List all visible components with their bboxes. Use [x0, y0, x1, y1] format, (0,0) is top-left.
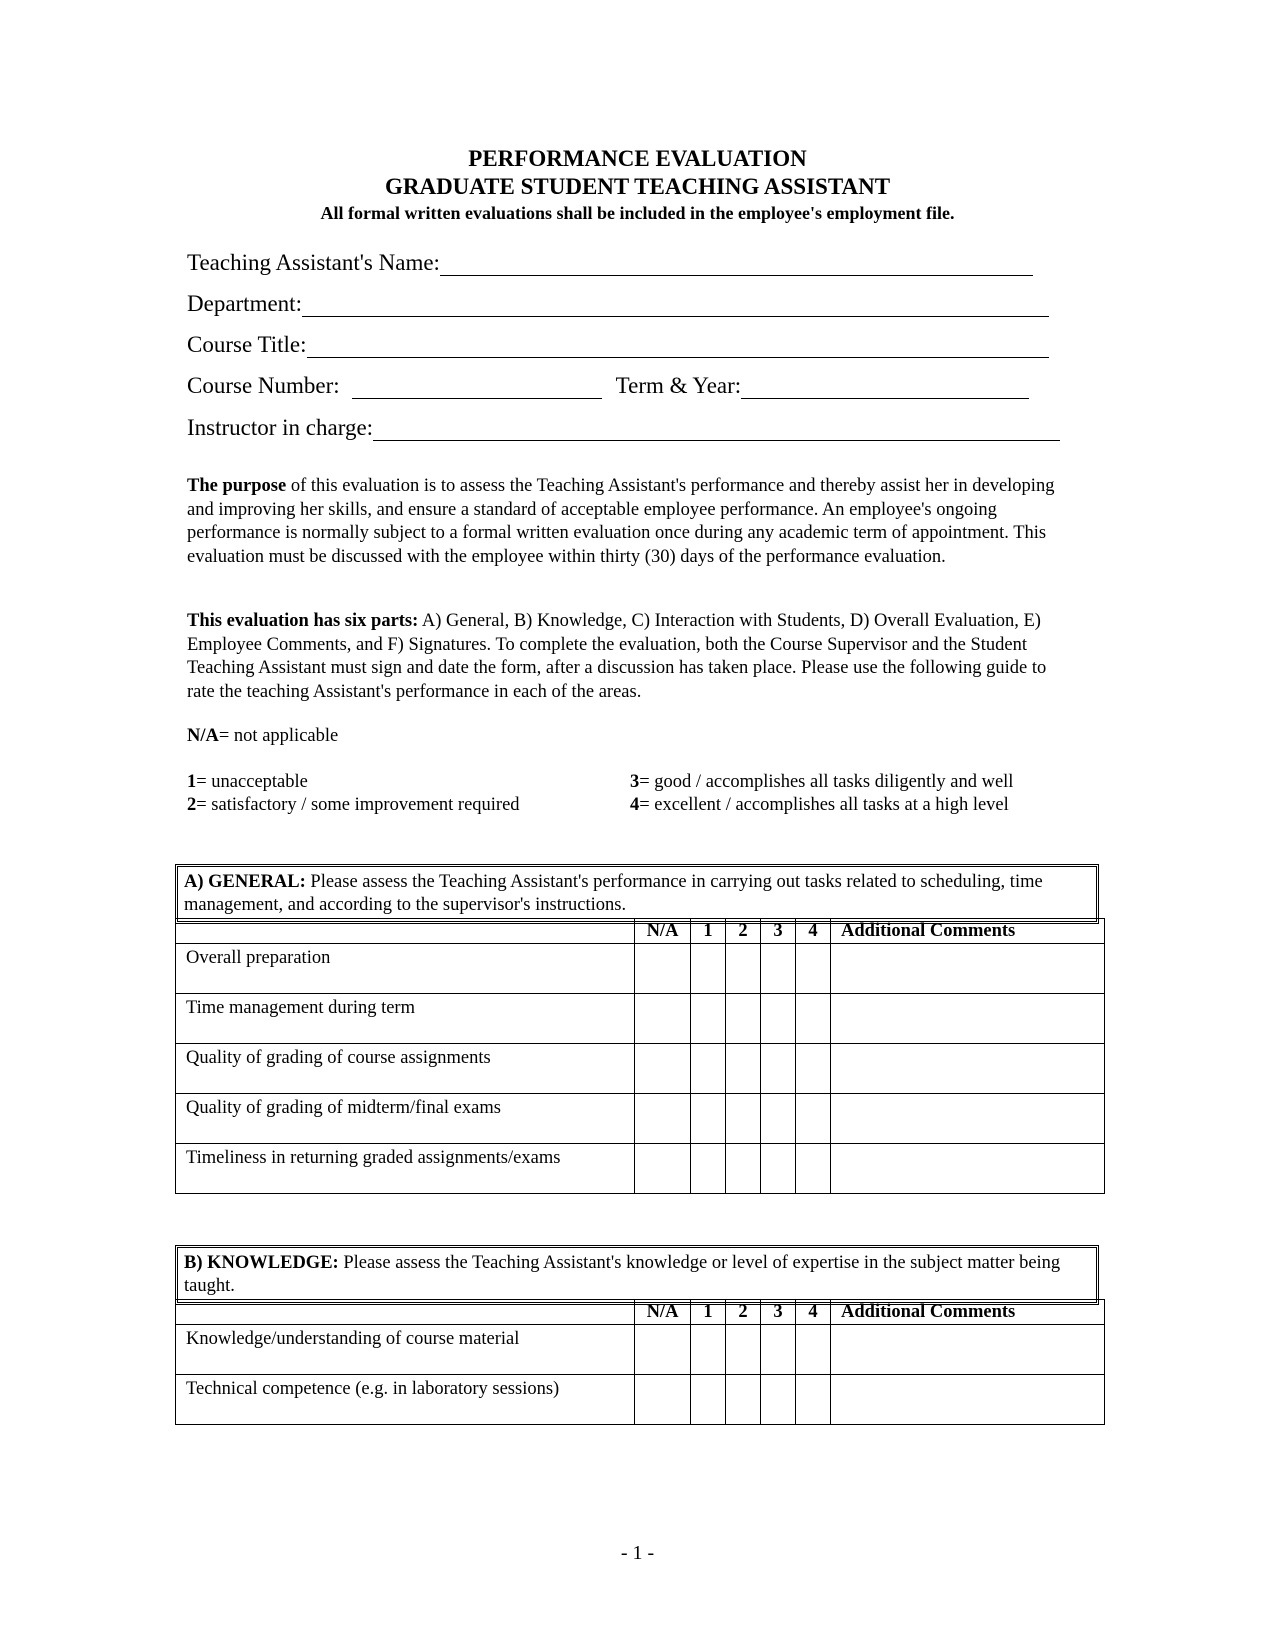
rating-cell-1[interactable] — [691, 994, 726, 1044]
ta-name-label: Teaching Assistant's Name: — [187, 250, 440, 275]
rating-cell-na[interactable] — [635, 1094, 691, 1144]
rating-cell-3[interactable] — [761, 944, 796, 994]
rating-cell-1[interactable] — [691, 1044, 726, 1094]
section-b-table — [175, 1299, 1105, 1425]
department-field[interactable] — [187, 291, 1049, 317]
rating-cell-comments[interactable] — [831, 1094, 1105, 1144]
section-a-table — [175, 918, 1105, 1194]
instructor-field[interactable] — [187, 415, 1060, 441]
rating-cell-comments[interactable] — [831, 994, 1105, 1044]
rating-cell-1[interactable] — [691, 1094, 726, 1144]
rating-cell-na[interactable] — [635, 994, 691, 1044]
table-row — [176, 1375, 1105, 1425]
rating-cell-na[interactable] — [635, 1325, 691, 1375]
rating-cell-3[interactable] — [761, 994, 796, 1044]
rating-cell-1[interactable] — [691, 1144, 726, 1194]
rating-cell-1[interactable] — [691, 944, 726, 994]
scale-4: 4= excellent / accomplishes all tasks at a high level — [630, 795, 1009, 815]
col-2: 2 — [726, 1300, 761, 1325]
rating-cell-3[interactable] — [761, 1325, 796, 1375]
ta-name-field[interactable] — [187, 250, 1033, 276]
rating-cell-3[interactable] — [761, 1144, 796, 1194]
table-row — [176, 1325, 1105, 1375]
rating-cell-3[interactable] — [761, 1375, 796, 1425]
rating-cell-na[interactable] — [635, 1375, 691, 1425]
rating-cell-2[interactable] — [726, 944, 761, 994]
rating-cell-3[interactable] — [761, 1094, 796, 1144]
row-label: Knowledge/understanding of course material — [176, 1325, 635, 1375]
rating-cell-4[interactable] — [796, 1094, 831, 1144]
rating-cell-comments[interactable] — [831, 1044, 1105, 1094]
title-note: All formal written evaluations shall be included in the employee's employment file. — [320, 203, 955, 223]
rating-cell-4[interactable] — [796, 944, 831, 994]
rating-cell-1[interactable] — [691, 1375, 726, 1425]
rating-cell-3[interactable] — [761, 1044, 796, 1094]
rating-cell-4[interactable] — [796, 1325, 831, 1375]
rating-cell-comments[interactable] — [831, 944, 1105, 994]
col-4: 4 — [796, 919, 831, 944]
purpose-paragraph: The purpose of this evaluation is to assess the Teaching Assistant's performance and thereby assist her in developing and improving her skills, and ensure a standard of acceptable employee performance. An employee's ongoing performance is normally subject to a formal written evaluation once during any academic term of appointment. This evaluation must be discussed with the employee within thirty (30) days of the performance evaluation. — [187, 476, 1055, 567]
table-row — [176, 944, 1105, 994]
rating-cell-comments[interactable] — [831, 1325, 1105, 1375]
title-line1: PERFORMANCE EVALUATION — [468, 146, 807, 171]
col-1: 1 — [691, 919, 726, 944]
department-label: Department: — [187, 291, 302, 316]
col-2: 2 — [726, 919, 761, 944]
rating-cell-2[interactable] — [726, 994, 761, 1044]
rating-cell-4[interactable] — [796, 1044, 831, 1094]
rating-cell-2[interactable] — [726, 1094, 761, 1144]
row-label: Timeliness in returning graded assignments/exams — [176, 1144, 635, 1194]
rating-cell-2[interactable] — [726, 1325, 761, 1375]
table-row — [176, 1044, 1105, 1094]
rating-cell-2[interactable] — [726, 1044, 761, 1094]
course-title-field[interactable] — [187, 332, 1049, 358]
row-label: Quality of grading of course assignments — [176, 1044, 635, 1094]
title-line2: GRADUATE STUDENT TEACHING ASSISTANT — [384, 174, 891, 199]
col-na: N/A — [635, 919, 691, 944]
rating-cell-4[interactable] — [796, 1375, 831, 1425]
parts-paragraph: This evaluation has six parts: A) General, B) Knowledge, C) Interaction with Students, D) Overall Evaluation, E) Employee Comments, and F) Signatures. To complete the evaluation, both the Course Supervisor and the Student Teaching Assistant must sign and date the form, after a discussion has taken place. Please use the following guide to rate the teaching Assistant's performance in each of the areas. — [187, 611, 1047, 702]
instructor-label: Instructor in charge: — [187, 415, 374, 440]
rating-cell-2[interactable] — [726, 1144, 761, 1194]
table-row — [176, 994, 1105, 1044]
row-label: Quality of grading of midterm/final exams — [176, 1094, 635, 1144]
col-4: 4 — [796, 1300, 831, 1325]
course-number-field[interactable] — [187, 373, 1029, 399]
course-title-label: Course Title: — [187, 332, 307, 357]
page-number: - 1 - — [620, 1542, 655, 1564]
rating-cell-4[interactable] — [796, 994, 831, 1044]
col-na: N/A — [635, 1300, 691, 1325]
col-3: 3 — [761, 1300, 796, 1325]
col-comments: Additional Comments — [831, 919, 1105, 944]
rating-cell-comments[interactable] — [831, 1375, 1105, 1425]
scale-1: 1= unacceptable — [187, 772, 308, 792]
rating-cell-1[interactable] — [691, 1325, 726, 1375]
rating-cell-na[interactable] — [635, 1044, 691, 1094]
term-year-label: Term & Year: — [615, 373, 742, 398]
scale-3: 3= good / accomplishes all tasks diligently and well — [630, 772, 1014, 792]
rating-cell-2[interactable] — [726, 1375, 761, 1425]
row-label: Overall preparation — [176, 944, 635, 994]
rating-cell-na[interactable] — [635, 944, 691, 994]
col-3: 3 — [761, 919, 796, 944]
col-comments: Additional Comments — [831, 1300, 1105, 1325]
section-b-header: B) KNOWLEDGE: Please assess the Teaching Assistant's knowledge or level of expertise in the subject matter being taught. — [175, 1245, 1099, 1305]
rating-cell-comments[interactable] — [831, 1144, 1105, 1194]
rating-cell-na[interactable] — [635, 1144, 691, 1194]
row-label: Time management during term — [176, 994, 635, 1044]
scale-2: 2= satisfactory / some improvement required — [187, 795, 520, 815]
course-number-label: Course Number: — [187, 373, 340, 398]
table-row — [176, 1144, 1105, 1194]
row-label: Technical competence (e.g. in laboratory sessions) — [176, 1375, 635, 1425]
section-a-header: A) GENERAL: Please assess the Teaching Assistant's performance in carrying out tasks related to scheduling, time management, and according to the supervisor's instructions. — [175, 864, 1099, 924]
rating-cell-4[interactable] — [796, 1144, 831, 1194]
scale-na: N/A= not applicable — [187, 726, 339, 746]
table-row — [176, 1094, 1105, 1144]
col-1: 1 — [691, 1300, 726, 1325]
